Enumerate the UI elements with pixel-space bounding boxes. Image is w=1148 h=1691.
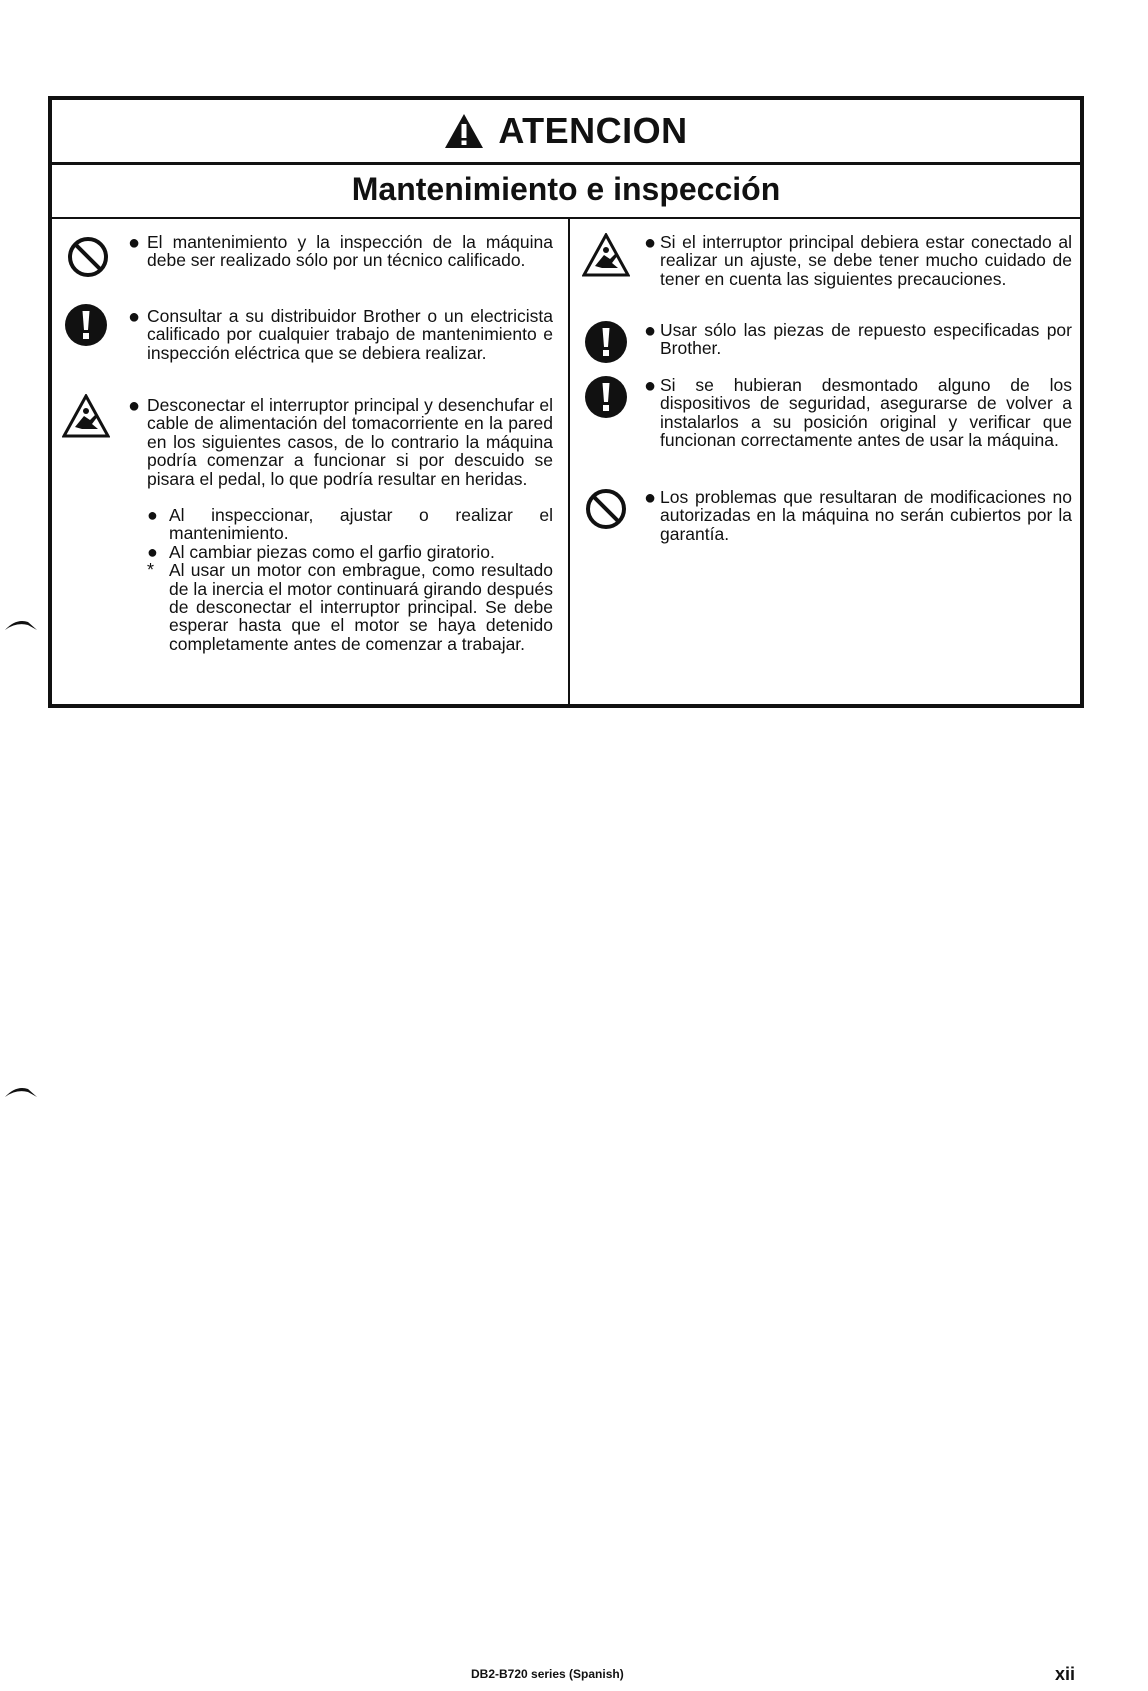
scan-mark-top-shape — [4, 616, 38, 632]
item-text: Los problemas que resultaran de modificaciones no autorizadas en la máquina no serán cubiertos por la garantía. — [660, 487, 1072, 544]
sub-marker: * — [147, 560, 155, 581]
sub-item-text: Al cambiar piezas como el garfio giratorio. — [169, 541, 495, 562]
item-text: Usar sólo las piezas de repuesto especificadas por Brother. — [660, 320, 1072, 359]
sub-item — [147, 506, 553, 543]
mandatory-exclamation-icon — [584, 320, 628, 364]
hand-injury-warning-icon — [582, 233, 630, 277]
hand-injury-warning-icon — [62, 394, 110, 438]
header-row — [52, 100, 1080, 165]
prohibition-icon — [584, 487, 628, 531]
bullet-marker: ● — [644, 232, 657, 254]
warning-triangle-icon — [444, 113, 484, 149]
bullet-marker: ● — [644, 375, 657, 397]
footer-page-number: xii — [1055, 1664, 1076, 1684]
header-title: ATENCION — [498, 110, 688, 151]
sub-item-text: Al inspeccionar, ajustar o realizar el mantenimiento. — [169, 505, 553, 544]
item-text: Consultar a su distribuidor Brother o un electricista calificado por cualquier trabajo de mantenimiento e inspección eléctrica que se debiera realizar. — [147, 306, 553, 363]
mandatory-exclamation-icon — [584, 375, 628, 419]
bullet-marker: ● — [644, 320, 657, 342]
warning-box — [48, 96, 1084, 708]
item-text: Si el interruptor principal debiera estar conectado al realizar un ajuste, se debe tener mucho cuidado de tener en cuenta las siguientes precauciones. — [660, 232, 1072, 289]
mandatory-exclamation-icon — [64, 303, 108, 347]
footer-series-label: DB2-B720 series (Spanish) — [471, 1667, 624, 1681]
sub-item-text: Al usar un motor con embrague, como resultado de la inercia el motor continuará girando después de desconectar el interruptor principal. Se debe esperar hasta que el motor se haya detenido completamente antes de comenzar a trabajar. — [169, 560, 553, 654]
item-text: El mantenimiento y la inspección de la máquina debe ser realizado sólo por un técnico calificado. — [147, 232, 553, 271]
subheader-row — [52, 162, 1080, 219]
item-text: Si se hubieran desmontado alguno de los dispositivos de seguridad, asegurarse de volver a instalarlos a su posición original y verificar que funcionan correctamente antes de usar la máquina. — [660, 375, 1072, 451]
sub-list — [147, 506, 553, 653]
scan-mark-bottom — [4, 1083, 38, 1099]
sub-item — [147, 561, 553, 653]
section-title: Mantenimiento e inspección — [351, 171, 781, 207]
right-column — [570, 217, 1080, 704]
scan-mark-top — [4, 616, 38, 632]
sub-item — [147, 543, 553, 561]
scan-mark-bottom-shape — [4, 1083, 38, 1099]
left-column — [52, 217, 570, 704]
prohibition-icon — [66, 235, 110, 279]
sub-marker: ● — [147, 505, 158, 525]
bullet-marker: ● — [128, 395, 141, 417]
bullet-marker: ● — [128, 232, 141, 254]
item-text: Desconectar el interruptor principal y desenchufar el cable de alimentación del tomacorriente en la pared en los siguientes casos, de lo contrario la máquina podría comenzar a funcionar si por descuido se pisara el pedal, lo que podría resultar en heridas. — [147, 395, 553, 489]
bullet-marker: ● — [128, 306, 141, 328]
bullet-marker: ● — [644, 487, 657, 509]
sub-marker: ● — [147, 541, 158, 562]
